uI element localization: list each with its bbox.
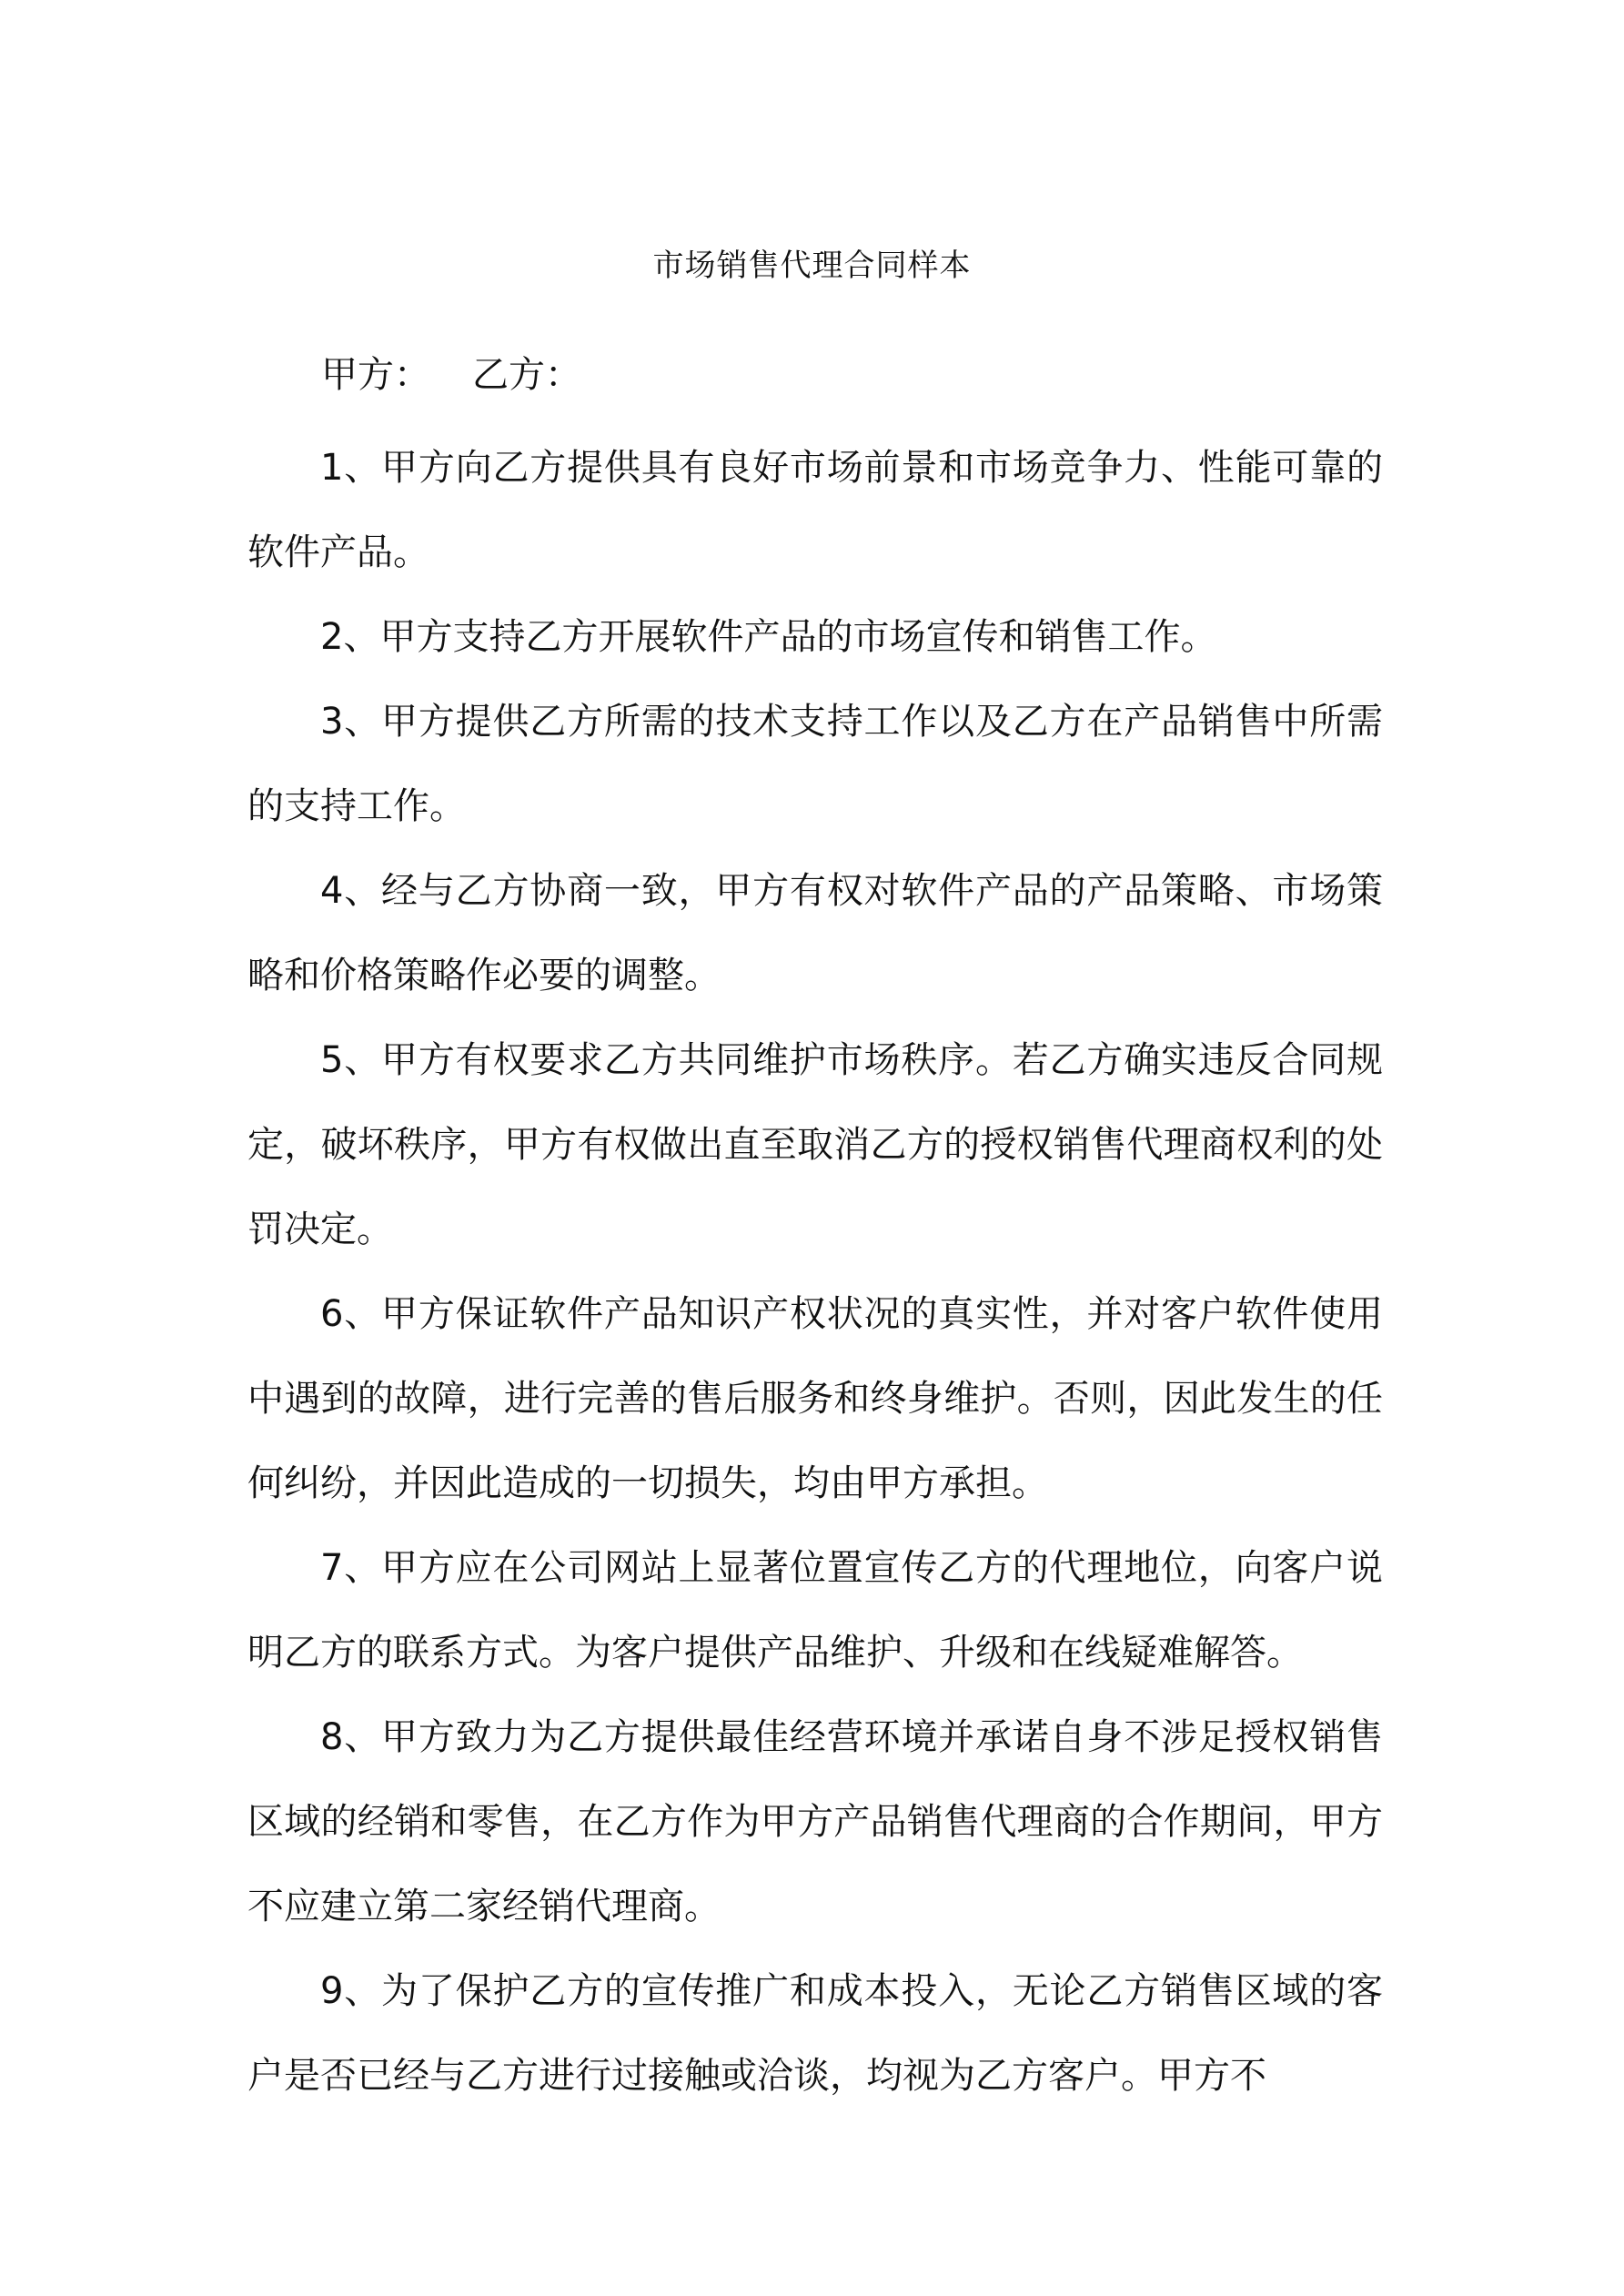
clause-6: 6、甲方保证软件产品知识产权状况的真实性，并对客户软件使用中遇到的故障，进行完善的售后服务和终身维护。否则，因此发生的任何纠纷，并因此造成的一切损失，均由甲方承担。 (247, 1293, 1383, 1504)
contract-body (247, 426, 1383, 2119)
clause-9: 9、为了保护乙方的宣传推广和成本投入，无论乙方销售区域的客户是否已经与乙方进行过接触或洽谈，均视为乙方客户。甲方不 (247, 1970, 1383, 2097)
clause-8: 8、甲方致力为乙方提供最佳经营环境并承诺自身不涉足授权销售区域的经销和零售，在乙方作为甲方产品销售代理商的合作期间，甲方不应建立第二家经销代理商。 (247, 1716, 1383, 1927)
clause-2: 2、甲方支持乙方开展软件产品的市场宣传和销售工作。 (320, 616, 1217, 658)
clause-3: 3、甲方提供乙方所需的技术支持工作以及乙方在产品销售中所需的支持工作。 (247, 701, 1383, 827)
clause-1: 1、甲方向乙方提供具有良好市场前景和市场竞争力、性能可靠的软件产品。 (247, 447, 1383, 573)
party-b-label: 乙方： (472, 354, 581, 396)
document-title: 市场销售代理合同样本 (652, 248, 972, 284)
clause-5: 5、甲方有权要求乙方共同维护市场秩序。若乙方确实违反合同规定，破坏秩序，甲方有权做出直至取消乙方的授权销售代理商权利的处罚决定。 (247, 1039, 1383, 1250)
party-a-label: 甲方： (321, 354, 430, 396)
parties-line (321, 348, 581, 402)
clause-7: 7、甲方应在公司网站上显著位置宣传乙方的代理地位，向客户说明乙方的联系方式。为客户提供产品维护、升级和在线疑难解答。 (247, 1547, 1383, 1674)
clause-4: 4、经与乙方协商一致，甲方有权对软件产品的产品策略、市场策略和价格策略作必要的调整。 (247, 870, 1383, 996)
